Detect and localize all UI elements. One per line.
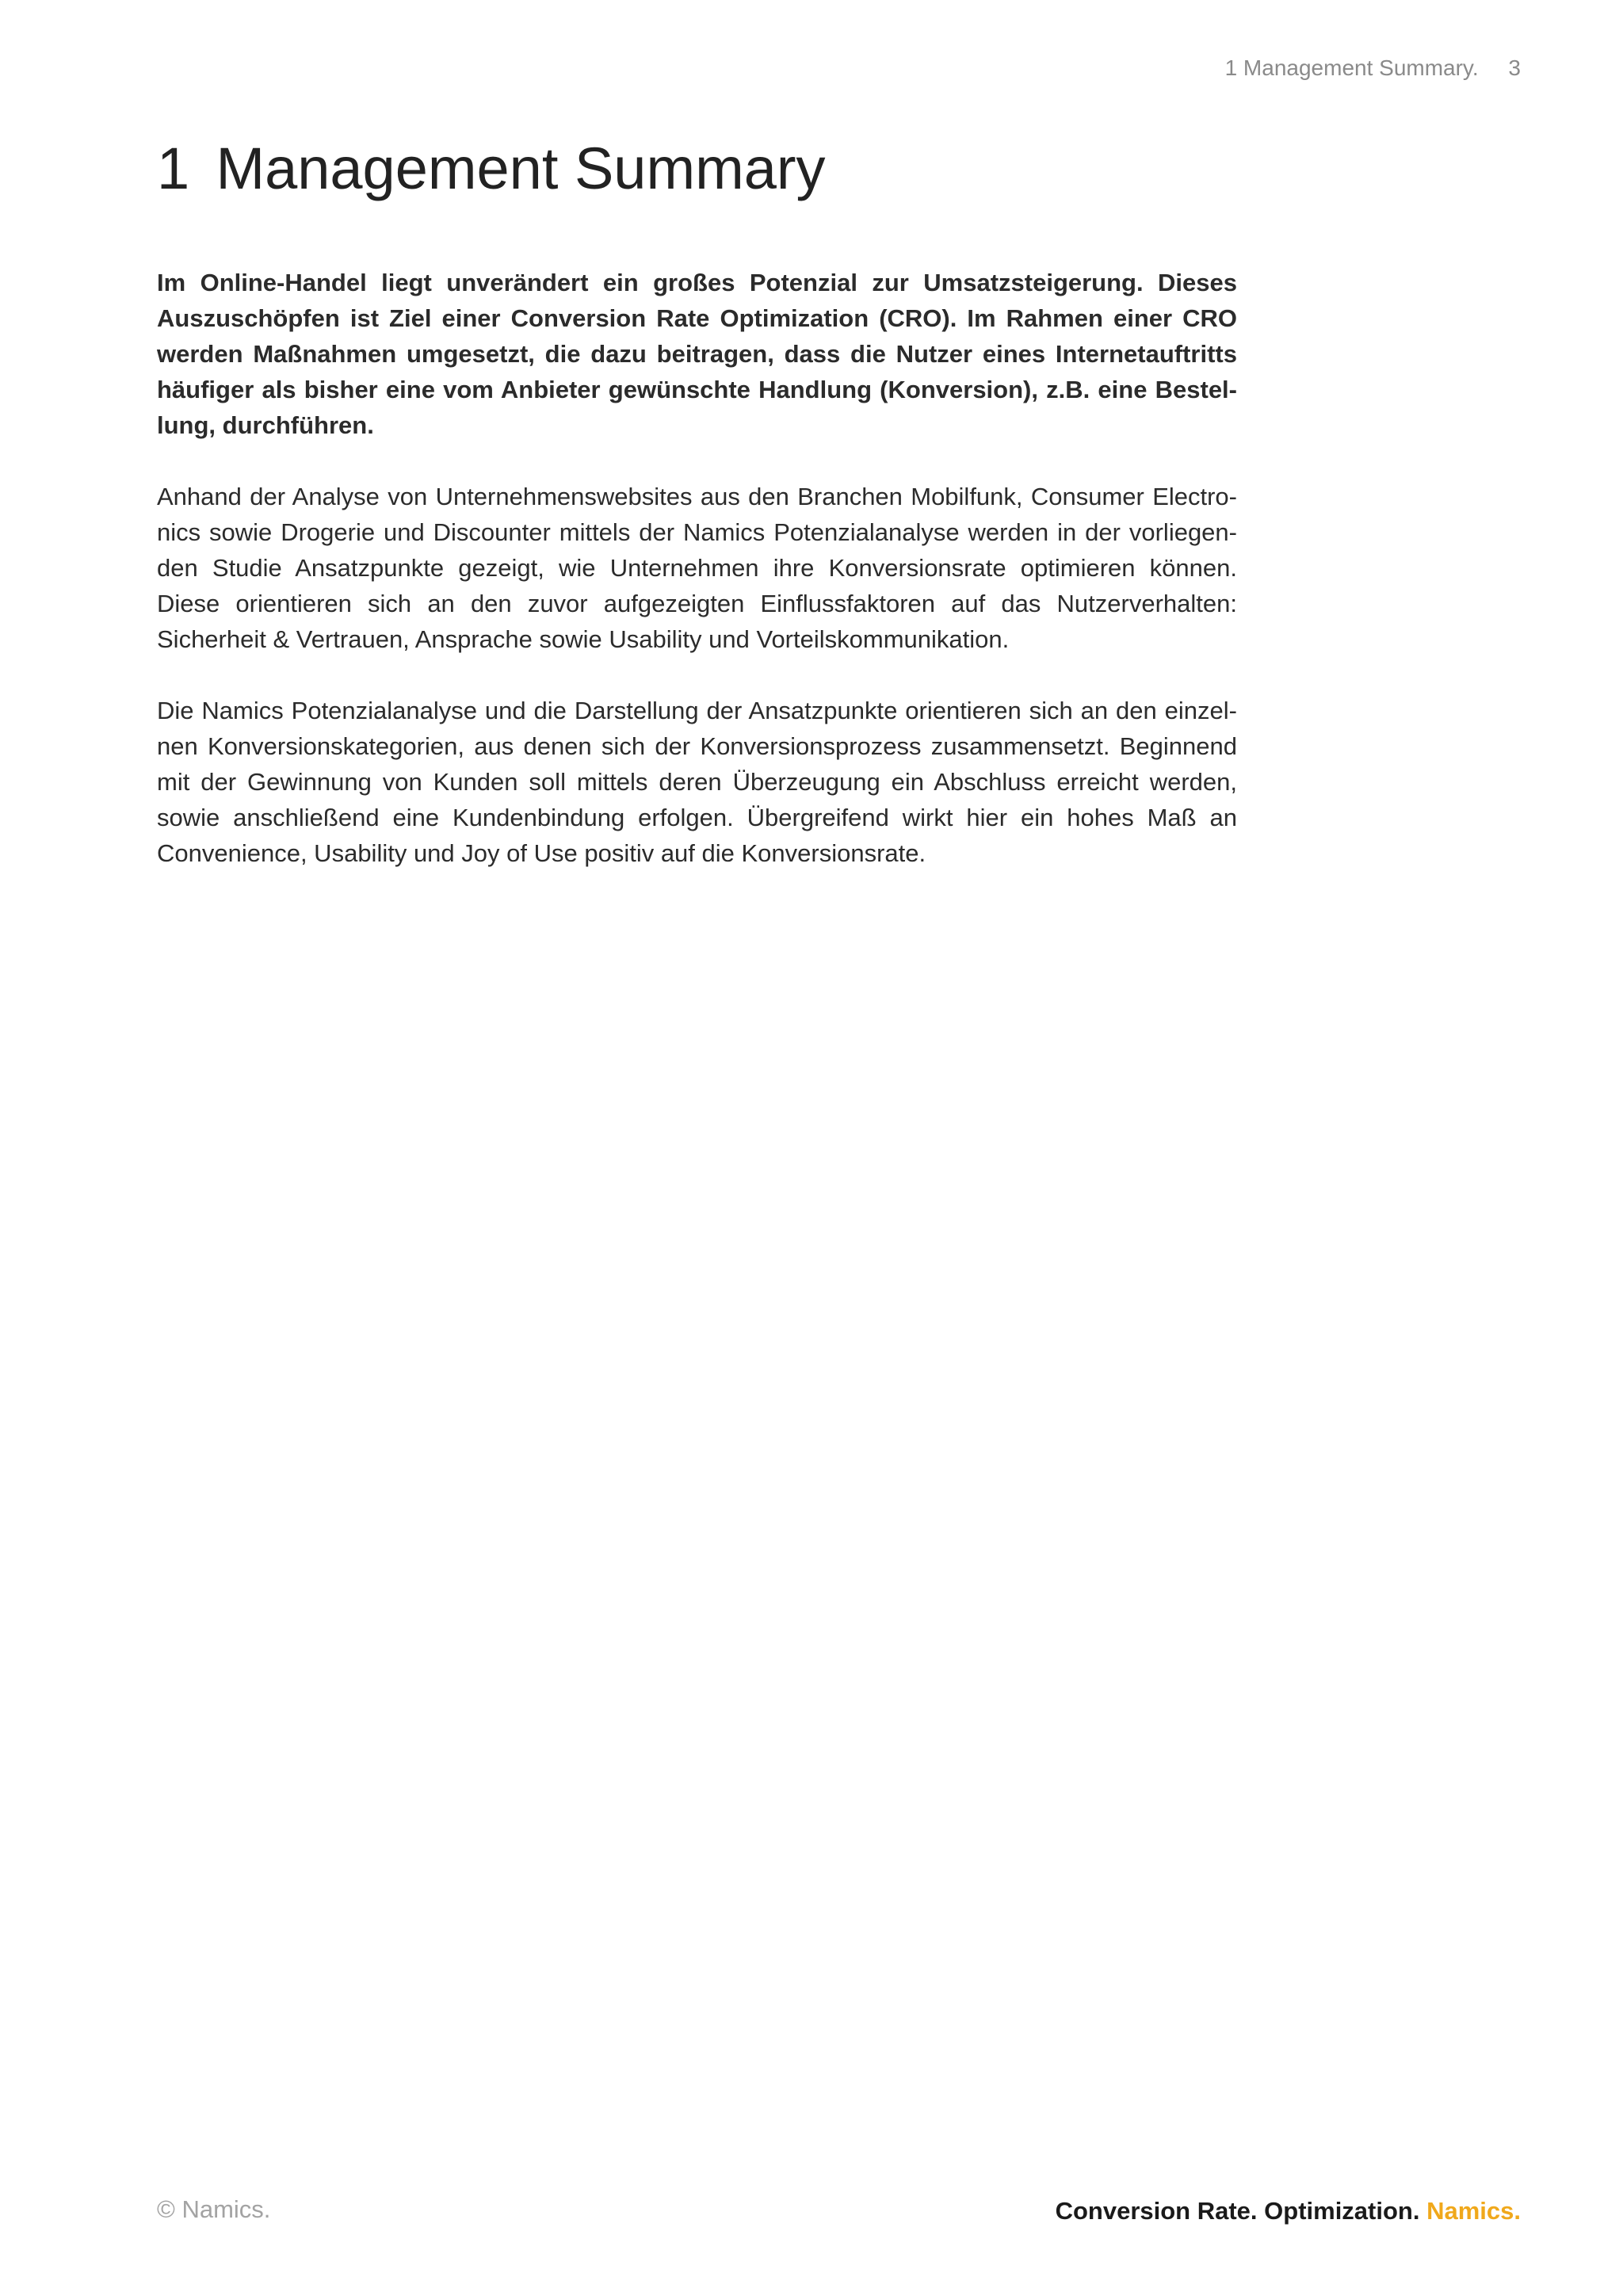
footer-tagline (1056, 2197, 1521, 2225)
footer-tagline-text: Conversion Rate. Optimization. (1055, 2197, 1420, 2225)
paragraph-analysis: Anhand der Analyse von Unternehmenswebsites aus den Branchen Mobilfunk, Consumer Electronics sowie Drogerie und Discounter mittels der Namics Potenzialanalyse werden in der vorliegenden Studie Ansatzpunkte gezeigt, wie Unternehmen ihre Konversionsrate optimieren können. Diese orientieren sich an den zuvor aufgezeigten Einflussfaktoren auf das Nutzerverhalten: Sicherheit & Vertrauen, Ansprache sowie Usability und Vorteilskommunikation. (157, 483, 1237, 653)
footer-copyright: © Namics. (157, 2195, 271, 2223)
body-text (157, 265, 1237, 907)
running-header-chapter: 1 Management Summary. (1224, 55, 1479, 80)
page-number: 3 (1508, 55, 1521, 80)
footer-brand: Namics. (1426, 2197, 1521, 2225)
running-header (1225, 55, 1521, 81)
paragraph-categories: Die Namics Potenzialanalyse und die Darstellung der Ansatzpunkte orientieren sich an den einzelnen Konversionskategorien, aus denen sich der Konversionsprozess zusammensetzt. Beginnend mit der Gewinnung von Kunden soll mittels deren Überzeugung ein Abschluss erreicht werden, sowie anschließend eine Kundenbindung erfolgen. Übergreifend wirkt hier ein hohes Maß an Convenience, Usability und Joy of Use positiv auf die Konversionsrate. (157, 697, 1237, 867)
page-title (157, 135, 826, 202)
section-title: Management Summary (216, 136, 826, 201)
lead-paragraph: Im Online-Handel liegt unverändert ein großes Potenzial zur Umsatzsteigerung. Dieses Auszuschöpfen ist Ziel einer Conversion Rate Optimization (CRO). Im Rahmen einer CRO werden Maßnahmen umgesetzt, die dazu beitragen, dass die Nutzer eines Internetauftritts häufiger als bisher eine vom Anbieter gewünschte Handlung (Konversion), z.B. eine Bestellung, durchführen. (157, 269, 1237, 439)
section-number: 1 (157, 136, 190, 201)
